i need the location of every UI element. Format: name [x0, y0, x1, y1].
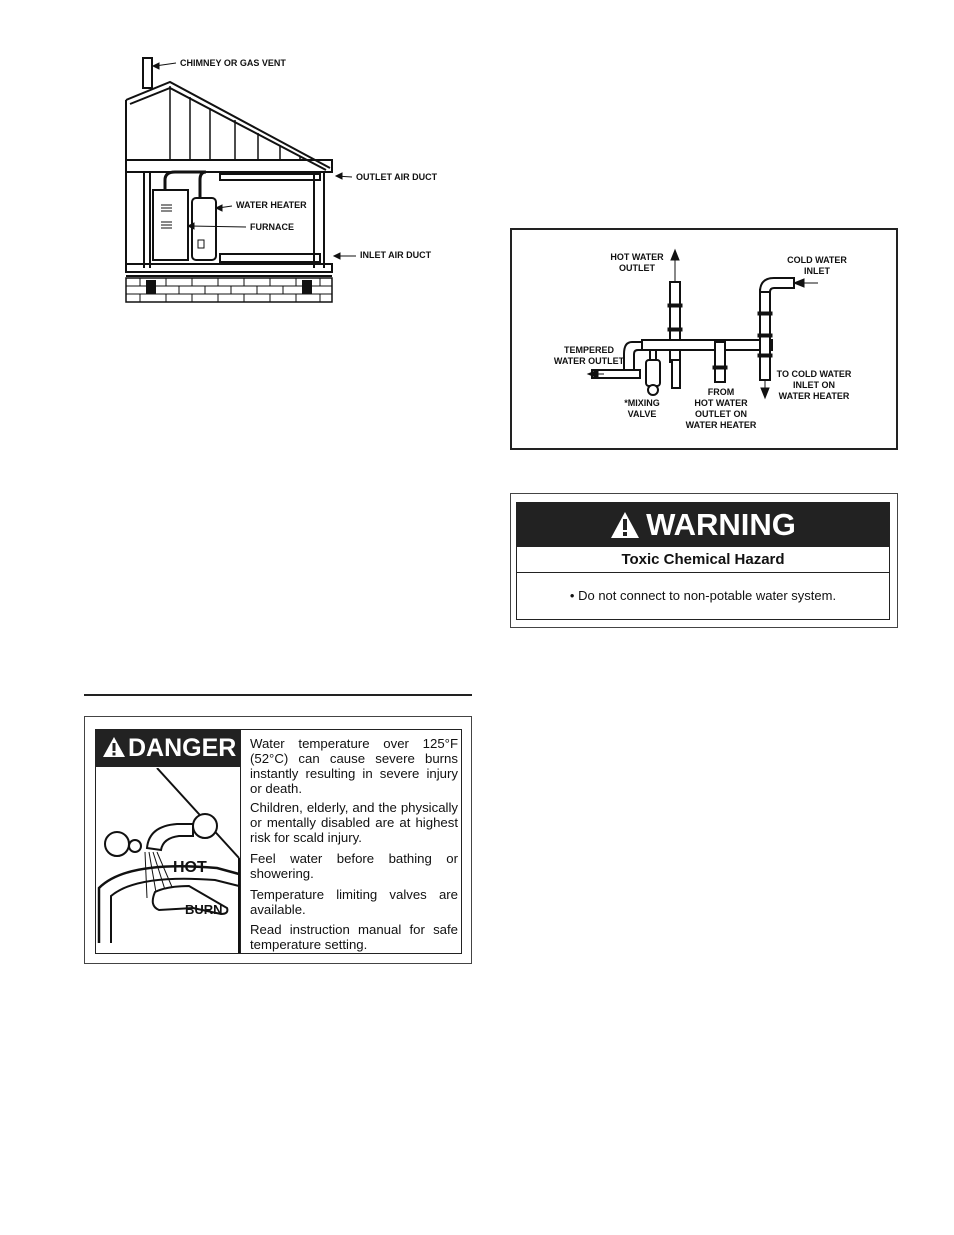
- outlet-duct-label: OUTLET AIR DUCT: [356, 172, 438, 182]
- cold-water-inlet-line2: INLET: [804, 266, 830, 276]
- danger-triangle-icon: [102, 736, 126, 758]
- danger-paragraph-5: Read instruction manual for safe temperature setting.: [250, 922, 458, 952]
- from-hot-line2: HOT WATER: [694, 398, 748, 408]
- hot-word: HOT: [173, 859, 207, 876]
- furnace-label: FURNACE: [250, 222, 294, 232]
- from-hot-water-outlet-label: [676, 387, 766, 431]
- warning-header: [517, 503, 889, 547]
- tempered-line2: WATER OUTLET: [553, 356, 625, 366]
- mixing-valve-label: [612, 398, 672, 420]
- to-cold-line3: WATER HEATER: [778, 391, 850, 401]
- danger-paragraph-4: Temperature limiting valves are available.: [250, 887, 458, 917]
- danger-divider: [240, 730, 241, 953]
- house-illustration: [0, 0, 480, 320]
- hot-water-outlet-line2: OUTLET: [619, 263, 655, 273]
- section-rule: [84, 694, 472, 696]
- tempered-water-outlet-label: [548, 345, 630, 367]
- scald-faucet-illustration: [97, 768, 240, 953]
- from-hot-line4: WATER HEATER: [685, 420, 757, 430]
- from-hot-line3: OUTLET ON: [695, 409, 747, 419]
- to-cold-line2: INLET ON: [793, 380, 835, 390]
- warning-subtitle: Toxic Chemical Hazard: [517, 547, 889, 573]
- tempered-line1: TEMPERED: [563, 345, 614, 355]
- chimney-label: CHIMNEY OR GAS VENT: [180, 58, 286, 68]
- danger-header: [96, 730, 241, 767]
- to-cold-line1: TO COLD WATER: [776, 369, 852, 379]
- inlet-duct-label: INLET AIR DUCT: [360, 250, 432, 260]
- mixing-line2: VALVE: [627, 409, 657, 419]
- cold-water-inlet-line1: COLD WATER: [787, 255, 847, 265]
- hot-water-outlet-label: [600, 252, 674, 274]
- warning-title: WARNING: [646, 507, 796, 542]
- danger-title: DANGER: [128, 734, 237, 762]
- warning-body: • Do not connect to non-potable water system.: [569, 588, 837, 603]
- water-heater-label: WATER HEATER: [236, 200, 307, 210]
- danger-paragraph-1: Water temperature over 125°F (52°C) can cause severe burns instantly resulting in severe injury or death.: [250, 736, 458, 796]
- to-cold-water-inlet-label: [768, 369, 860, 402]
- warning-triangle-icon: [610, 511, 640, 539]
- hot-water-outlet-line1: HOT WATER: [610, 252, 664, 262]
- danger-paragraph-2: Children, elderly, and the physically or mentally disabled are at highest risk for scald injury.: [250, 800, 458, 845]
- cold-water-inlet-label: [778, 255, 856, 277]
- danger-paragraph-3: Feel water before bathing or showering.: [250, 851, 458, 881]
- burn-word: BURN: [185, 902, 223, 917]
- from-hot-line1: FROM: [707, 387, 735, 397]
- mixing-line1: *MIXING: [624, 398, 660, 408]
